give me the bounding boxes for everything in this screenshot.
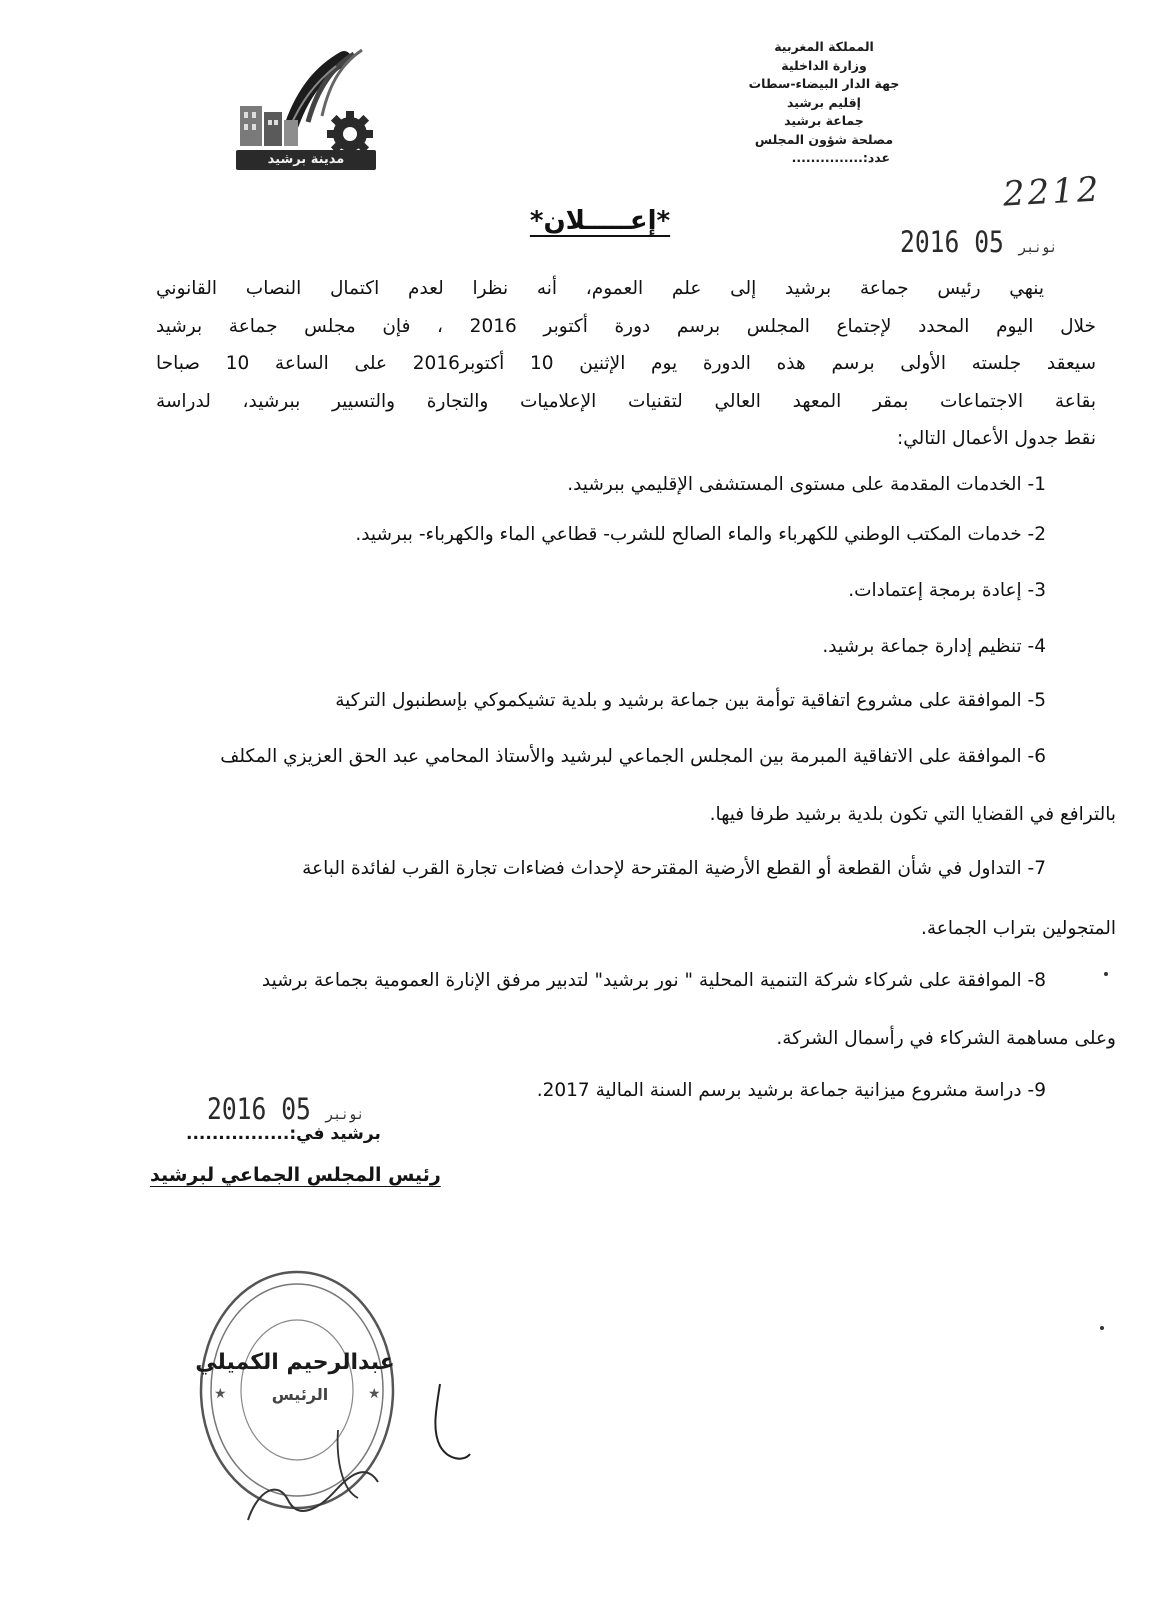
agenda-item-4: 4- تنظيم إدارة جماعة برشيد.	[822, 636, 1046, 657]
handwritten-signature-icon	[218, 1370, 478, 1530]
agenda-item-9: 9- دراسة مشروع ميزانية جماعة برشيد برسم السنة المالية 2017.	[536, 1080, 1046, 1101]
intro-paragraph	[156, 270, 1096, 458]
intro-line: نقط جدول الأعمال التالي:	[896, 428, 1096, 449]
header-number-label: عدد:...............	[791, 150, 890, 165]
intro-line: سيعقد جلسته الأولى برسم هذه الدورة يوم الإثنين 10 أكتوبر2016 على الساعة 10 صباحا	[156, 353, 1097, 374]
agenda-item-7: 7- التداول في شأن القطعة أو القطع الأرضية المقترحة لإحداث فضاءات تجارة القرب لفائدة الباعة	[302, 858, 1046, 879]
logo-caption: مدينة برشيد	[236, 150, 376, 170]
place-label: برشيد في:	[289, 1124, 381, 1144]
announcement-title	[480, 206, 720, 236]
header-line-commune: جماعة برشيد	[784, 113, 864, 128]
date-stamp-month: نونبر	[325, 1105, 365, 1123]
date-stamp-day: 05	[281, 1092, 311, 1126]
date-stamp-top	[900, 225, 1057, 259]
svg-text:★: ★	[368, 1386, 381, 1402]
agenda-item-6-continuation: بالترافع في القضايا التي تكون بلدية برشيد طرفا فيها.	[709, 804, 1116, 825]
date-stamp-year: 2016	[207, 1092, 267, 1126]
header-line-kingdom: المملكة المغربية	[774, 39, 874, 54]
handwritten-reference-number: 2212	[1002, 169, 1103, 215]
header-line-ministry: وزارة الداخلية	[781, 57, 867, 73]
agenda-item-5: 5- الموافقة على مشروع اتفاقية توأمة بين جماعة برشيد و بلدية تشيكموكي بإسطنبول التركية	[335, 690, 1046, 711]
header-line-service: مصلحة شؤون المجلس	[754, 131, 894, 147]
place-dots: .............	[205, 1124, 290, 1144]
scan-speck	[1104, 972, 1108, 976]
scan-speck	[1100, 1326, 1104, 1330]
intro-line: ينهي رئيس جماعة برشيد إلى علم العموم، أنه نظرا لعدم اكتمال النصاب القانوني	[156, 278, 1044, 299]
agenda-item-6: 6- الموافقة على الاتفاقية المبرمة بين المجلس الجماعي لبرشيد والأستاذ المحامي عبد الحق العزيزي المكلف	[220, 746, 1046, 767]
seal-signatory-name: عبدالرحيم الكميلي	[195, 1350, 395, 1375]
administrative-header	[724, 38, 924, 168]
intro-line: خلال اليوم المحدد لإجتماع المجلس برسم دورة أكتوبر 2016 ، فإن مجلس جماعة برشيد	[156, 315, 1096, 337]
agenda-item-2: 2- خدمات المكتب الوطني للكهرباء والماء الصالح للشرب- قطاعي الماء والكهرباء- ببرشيد.	[355, 524, 1046, 545]
date-stamp-bottom	[207, 1092, 364, 1126]
place-date-line	[186, 1124, 381, 1144]
date-stamp-day: 05	[974, 225, 1004, 259]
intro-line: بقاعة الاجتماعات بمقر المعهد العالي لتقنيات الإعلاميات والتجارة والتسيير ببرشيد، لدراسة	[156, 390, 1096, 412]
header-line-region: جهة الدار البيضاء-سطات	[748, 76, 900, 91]
date-stamp-year: 2016	[900, 225, 960, 259]
place-dots-end: ...	[186, 1124, 206, 1144]
agenda-item-8: 8- الموافقة على شركاء شركة التنمية المحلية " نور برشيد" لتدبير مرفق الإنارة العمومية بجماعة برشيد	[261, 970, 1046, 991]
svg-text:★: ★	[214, 1386, 227, 1402]
agenda-item-3: 3- إعادة برمجة إعتمادات.	[848, 580, 1046, 601]
agenda-item-1: 1- الخدمات المقدمة على مستوى المستشفى الإقليمي ببرشيد.	[567, 474, 1046, 495]
date-stamp-month: نونبر	[1018, 238, 1058, 256]
seal-role: الرئيس	[271, 1385, 329, 1404]
signatory-title: رئيس المجلس الجماعي لبرشيد	[150, 1164, 441, 1186]
announcement-title-text: *إعـــــلان*	[529, 206, 671, 236]
agenda-item-7-continuation: المتجولين بتراب الجماعة.	[921, 918, 1116, 939]
agenda-item-8-continuation: وعلى مساهمة الشركاء في رأسمال الشركة.	[776, 1028, 1116, 1049]
header-line-province: إقليم برشيد	[787, 94, 861, 110]
